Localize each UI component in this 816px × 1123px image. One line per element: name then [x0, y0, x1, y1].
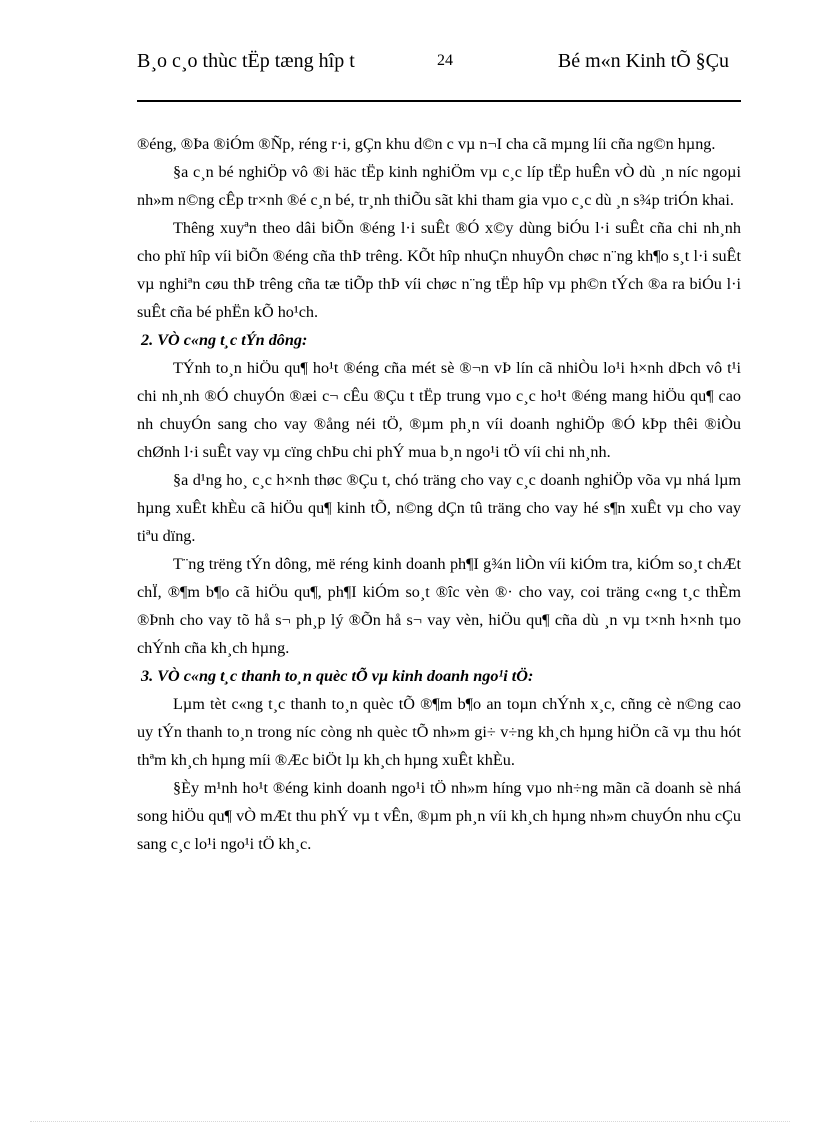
paragraph: Thêng xuyªn theo dâi biÕn ®éng l·i suÊt ®Ó x©y dùng biÓu l·i suÊt cña chi nh¸nh cho phï hîp víi biÕn ®éng cña thÞ trêng. KÕt hîp nhuÇn nhuyÔn chøc n¨ng kh¶o s¸t l·i suÊt vµ nghiªn cøu thÞ trêng cña tæ tiÕp thÞ víi chøc n¨ng tËp hîp vµ ph©n tÝch ®a ra biÓu l·i suÊt cña bé phËn kÕ ho¹ch.: [137, 219, 741, 321]
header-department: Bé m«n Kinh tÕ §Çu: [557, 50, 729, 72]
paragraph: ®éng, ®Þa ®iÓm ®Ñp, réng r·i, gÇn khu d©n c vµ n¬I cha cã mµng líi cña ng©n hµng.: [137, 135, 716, 153]
paragraph: §Èy m¹nh ho¹t ®éng kinh doanh ngo¹i tÖ nh»m híng vµo nh÷ng mãn cã doanh sè nhá song hiÖu qu¶ vÒ mÆt thu phÝ vµ t vÊn, ®µm ph¸n víi kh¸ch hµng nh»m chuyÓn nhu cÇu sang c¸c lo¹i ngo¹i tÖ kh¸c.: [137, 779, 741, 853]
section-heading-credit: 2. VÒ c«ng t¸c tÝn dông:: [141, 331, 308, 349]
paragraph: §a d¹ng ho¸ c¸c h×nh thøc ®Çu t, chó träng cho vay c¸c doanh nghiÖp võa vµ nhá lµm hµng xuÊt khÈu cã hiÖu qu¶ kinh tÕ, n©ng dÇn tû träng cho vay hé s¶n xuÊt vµ cho vay tiªu dïng.: [137, 471, 741, 545]
paragraph: Lµm tèt c«ng t¸c thanh to¸n quèc tÕ ®¶m b¶o an toµn chÝnh x¸c, cñng cè n©ng cao uy tÝn thanh to¸n trong níc còng nh quèc tÕ nh»m gi÷ v÷ng kh¸ch hµng hiÖn cã vµ thu hót thªm kh¸ch hµng míi ®Æc biÖt lµ kh¸ch hµng xuÊt khÈu.: [137, 695, 741, 769]
paragraph: T¨ng trëng tÝn dông, më réng kinh doanh ph¶I g¾n liÒn víi kiÓm tra, kiÓm so¸t chÆt chÏ, ®¶m b¶o cã hiÖu qu¶, ph¶I kiÓm so¸t ®îc vèn ®· cho vay, coi träng c«ng t¸c thÈm ®Þnh cho vay tõ hå s¬ ph¸p lý ®Õn hå s¬ vay vèn, hiÖu qu¶ cña dù ¸n vµ t×nh h×nh tµo chÝnh cña kh¸ch hµng.: [137, 555, 741, 657]
paragraph: §a c¸n bé nghiÖp vô ®i häc tËp kinh nghiÖm vµ c¸c líp tËp huÊn vÒ dù ¸n níc ngoµi nh»m n©ng cÊp tr×nh ®é c¸n bé, tr¸nh thiÕu sãt khi tham gia vµo c¸c dù ¸n s¾p triÓn khai.: [137, 163, 741, 209]
header-report-title: B¸o c¸o thùc tËp tæng hîp t: [137, 50, 355, 72]
page-body: [137, 130, 741, 858]
page-bottom-divider: [30, 1121, 790, 1122]
page-header: [137, 50, 741, 102]
paragraph: TÝnh to¸n hiÖu qu¶ ho¹t ®éng cña mét sè ®¬n vÞ lín cã nhiÒu lo¹i h×nh dÞch vô t¹i chi nh¸nh ®Ó chuyÓn ®æi c¬ cÊu ®Çu t tËp trung vµo c¸c ho¹t ®éng mang hiÖu qu¶ cao nh chuyÓn sang cho vay ®ång néi tÖ, ®µm ph¸n víi doanh nghiÖp ®Ó kÞp thêi ®iÒu chØnh l·i suÊt vay vµ cïng chÞu chi phÝ mua b¸n ngo¹i tÖ víi chi nh¸nh.: [137, 359, 741, 461]
section-heading-international-payment: 3. VÒ c«ng t¸c thanh to¸n quèc tÕ vµ kinh doanh ngo¹i tÖ:: [141, 667, 534, 685]
page-number: 24: [437, 52, 453, 69]
